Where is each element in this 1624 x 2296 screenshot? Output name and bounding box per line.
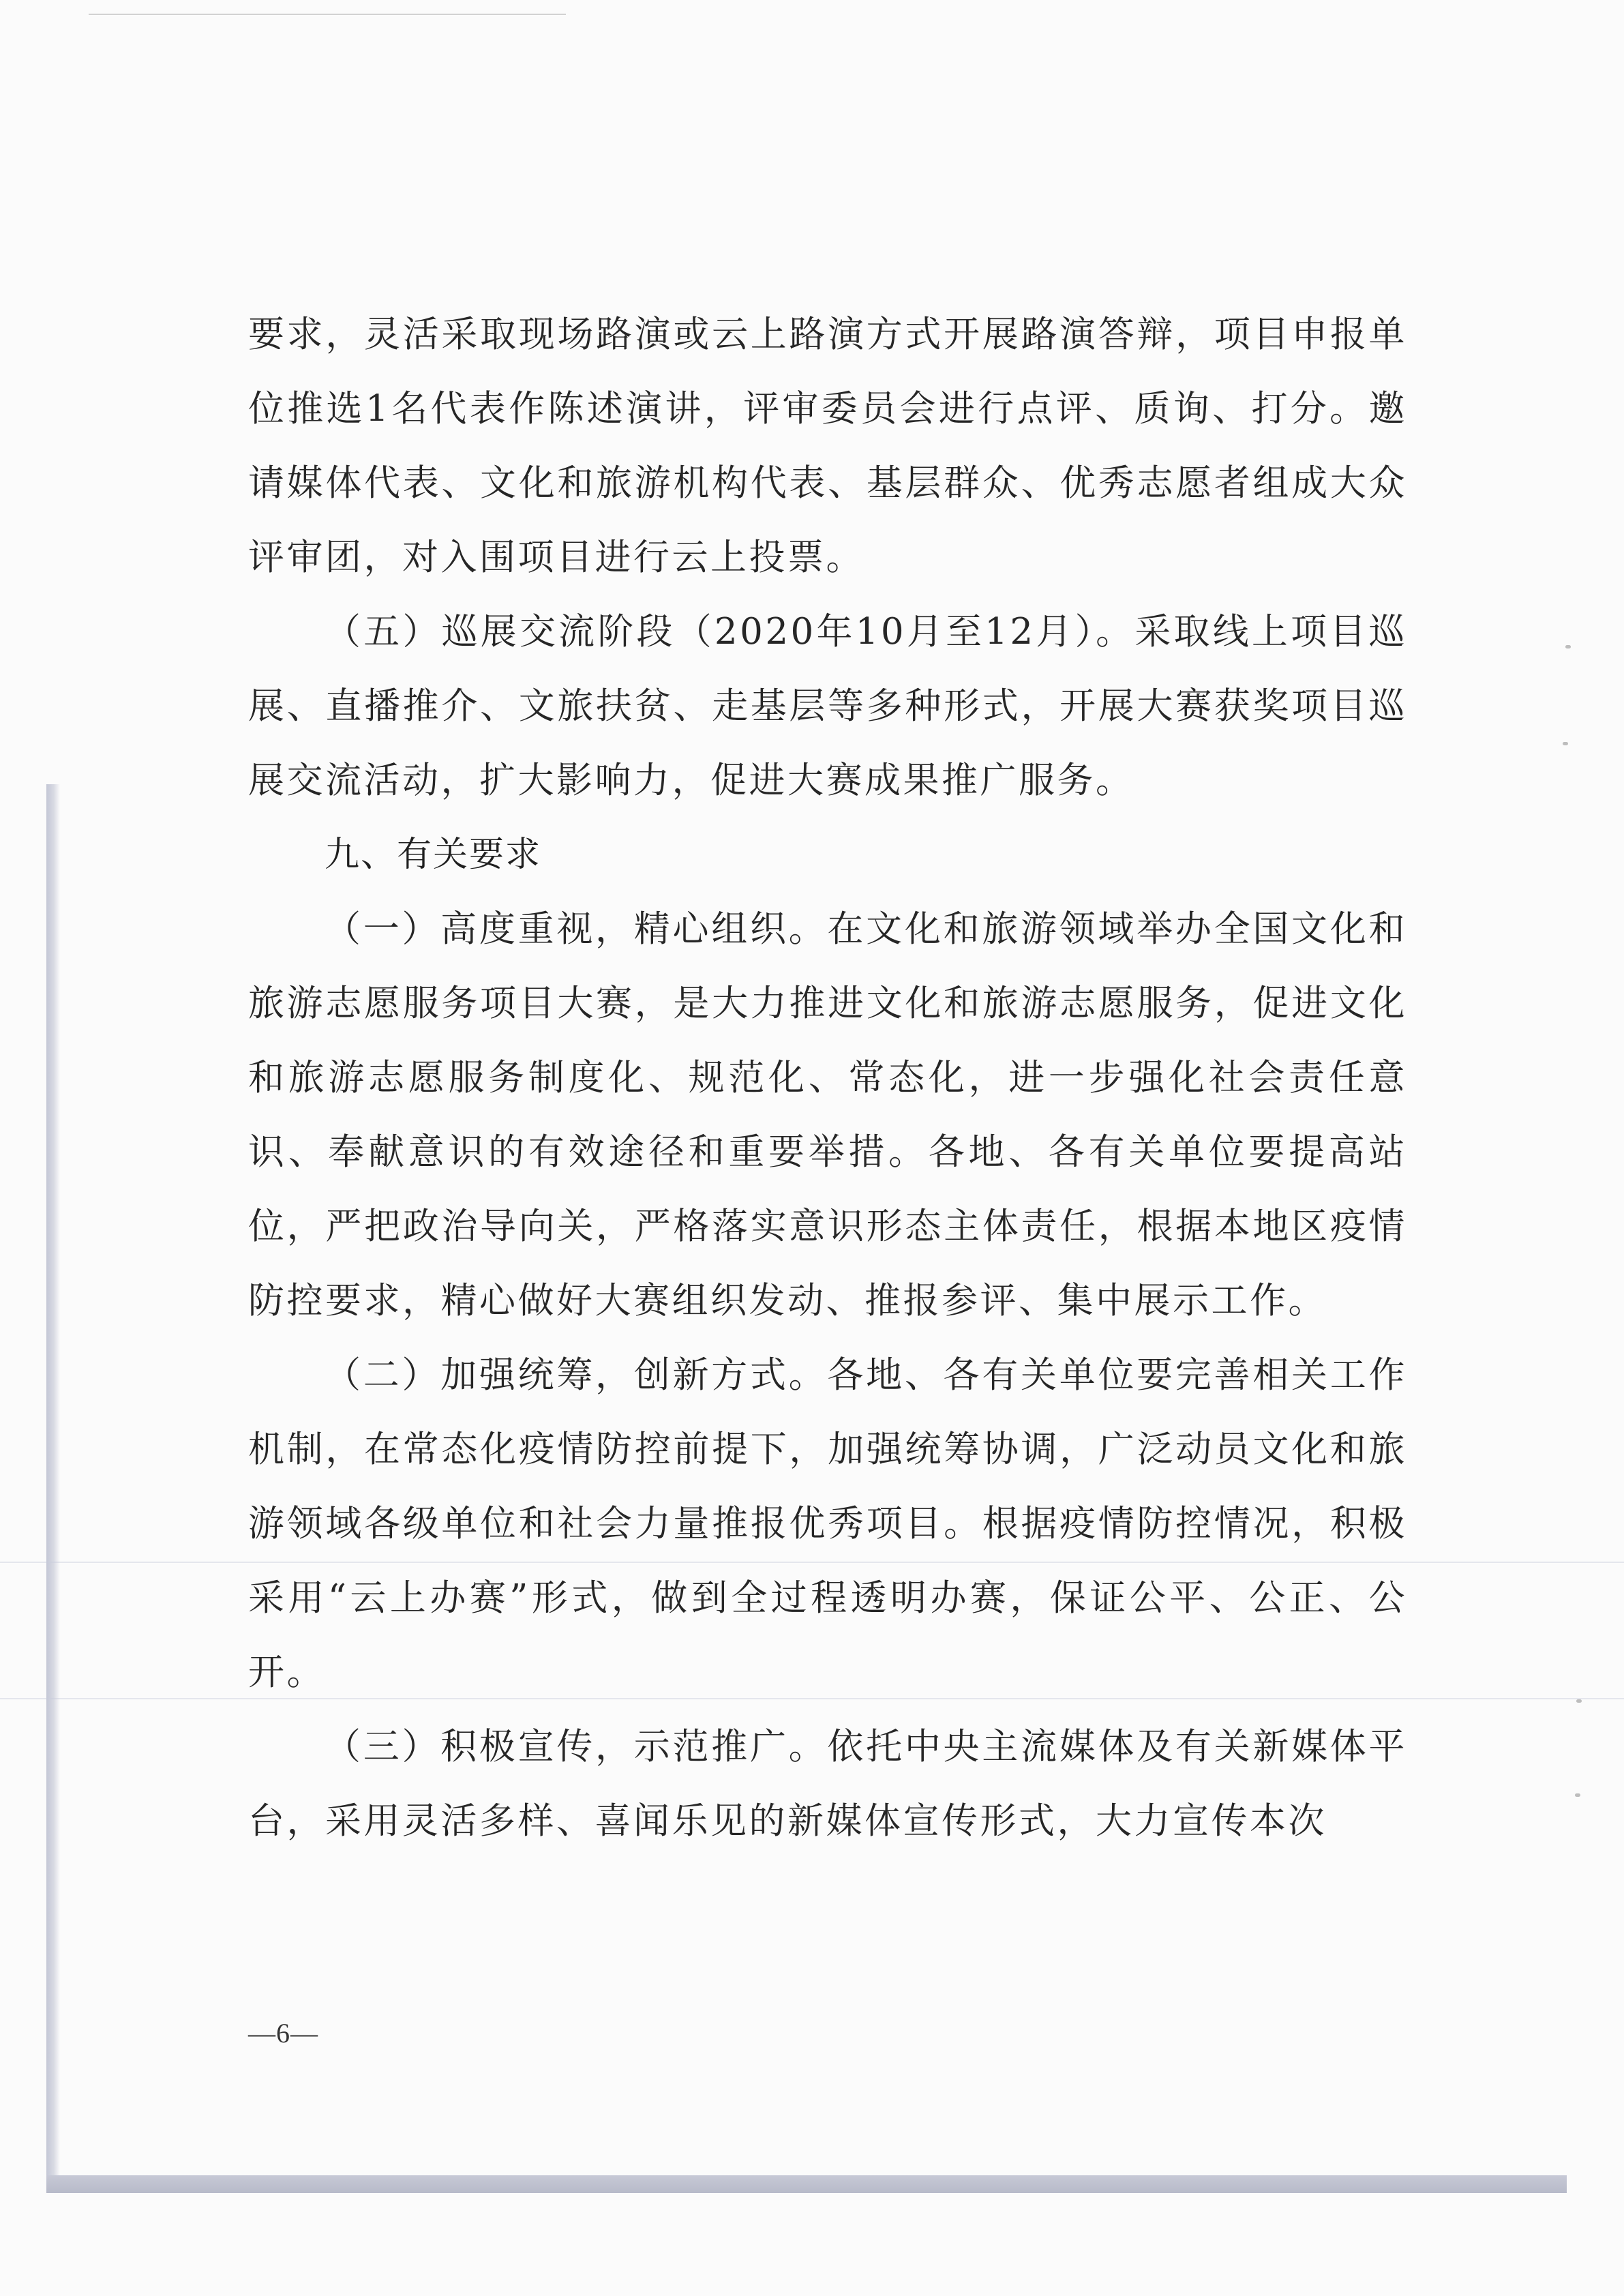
paragraph-tour-exchange-stage: （五）巡展交流阶段（2020年10月至12月）。采取线上项目巡展、直播推介、文旅扶贫、走基层等多种形式，开展大赛获奖项目巡展交流活动，扩大影响力，促进大赛成果推广服务。 [248, 611, 1407, 801]
paragraph-continuation: 要求，灵活采取现场路演或云上路演方式开展路演答辩，项目申报单位推选1名代表作陈述演讲，评审委员会进行点评、质询、打分。邀请媒体代表、文化和旅游机构代表、基层群众、优秀志愿者组成大众评审团，对入围项目进行云上投票。 [248, 314, 1407, 578]
scan-speck [1565, 645, 1571, 648]
paragraph-requirement-3: （三）积极宣传，示范推广。依托中央主流媒体及有关新媒体平台，采用灵活多样、喜闻乐见的新媒体宣传形式，大力宣传本次 [248, 1726, 1407, 1842]
scan-bottom-edge [46, 2175, 1567, 2193]
paragraph-requirement-1: （一）高度重视，精心组织。在文化和旅游领域举办全国文化和旅游志愿服务项目大赛，是大力推进文化和旅游志愿服务，促进文化和旅游志愿服务制度化、规范化、常态化，进一步强化社会责任意识、奉献意识的有效途径和重要举措。各地、各有关单位要提高站位，严把政治导向关，严格落实意识形态主体责任，根据本地区疫情防控要求，精心做好大赛组织发动、推报参评、集中展示工作。 [248, 908, 1407, 1322]
paragraph-requirement-2: （二）加强统筹，创新方式。各地、各有关单位要完善相关工作机制，在常态化疫情防控前提下，加强统筹协调，广泛动员文化和旅游领域各级单位和社会力量推报优秀项目。根据疫情防控情况，积极采用“云上办赛”形式，做到全过程透明办赛，保证公平、公正、公开。 [248, 1354, 1407, 1693]
page-number: —6— [248, 2018, 318, 2048]
scan-speck [1575, 1793, 1580, 1797]
scan-speck [1576, 1699, 1582, 1703]
top-rule [89, 14, 566, 15]
scan-speck [1563, 742, 1568, 745]
document-body [248, 297, 1407, 1858]
section-heading: 九、有关要求 [325, 835, 542, 875]
scan-left-edge [46, 784, 60, 2182]
